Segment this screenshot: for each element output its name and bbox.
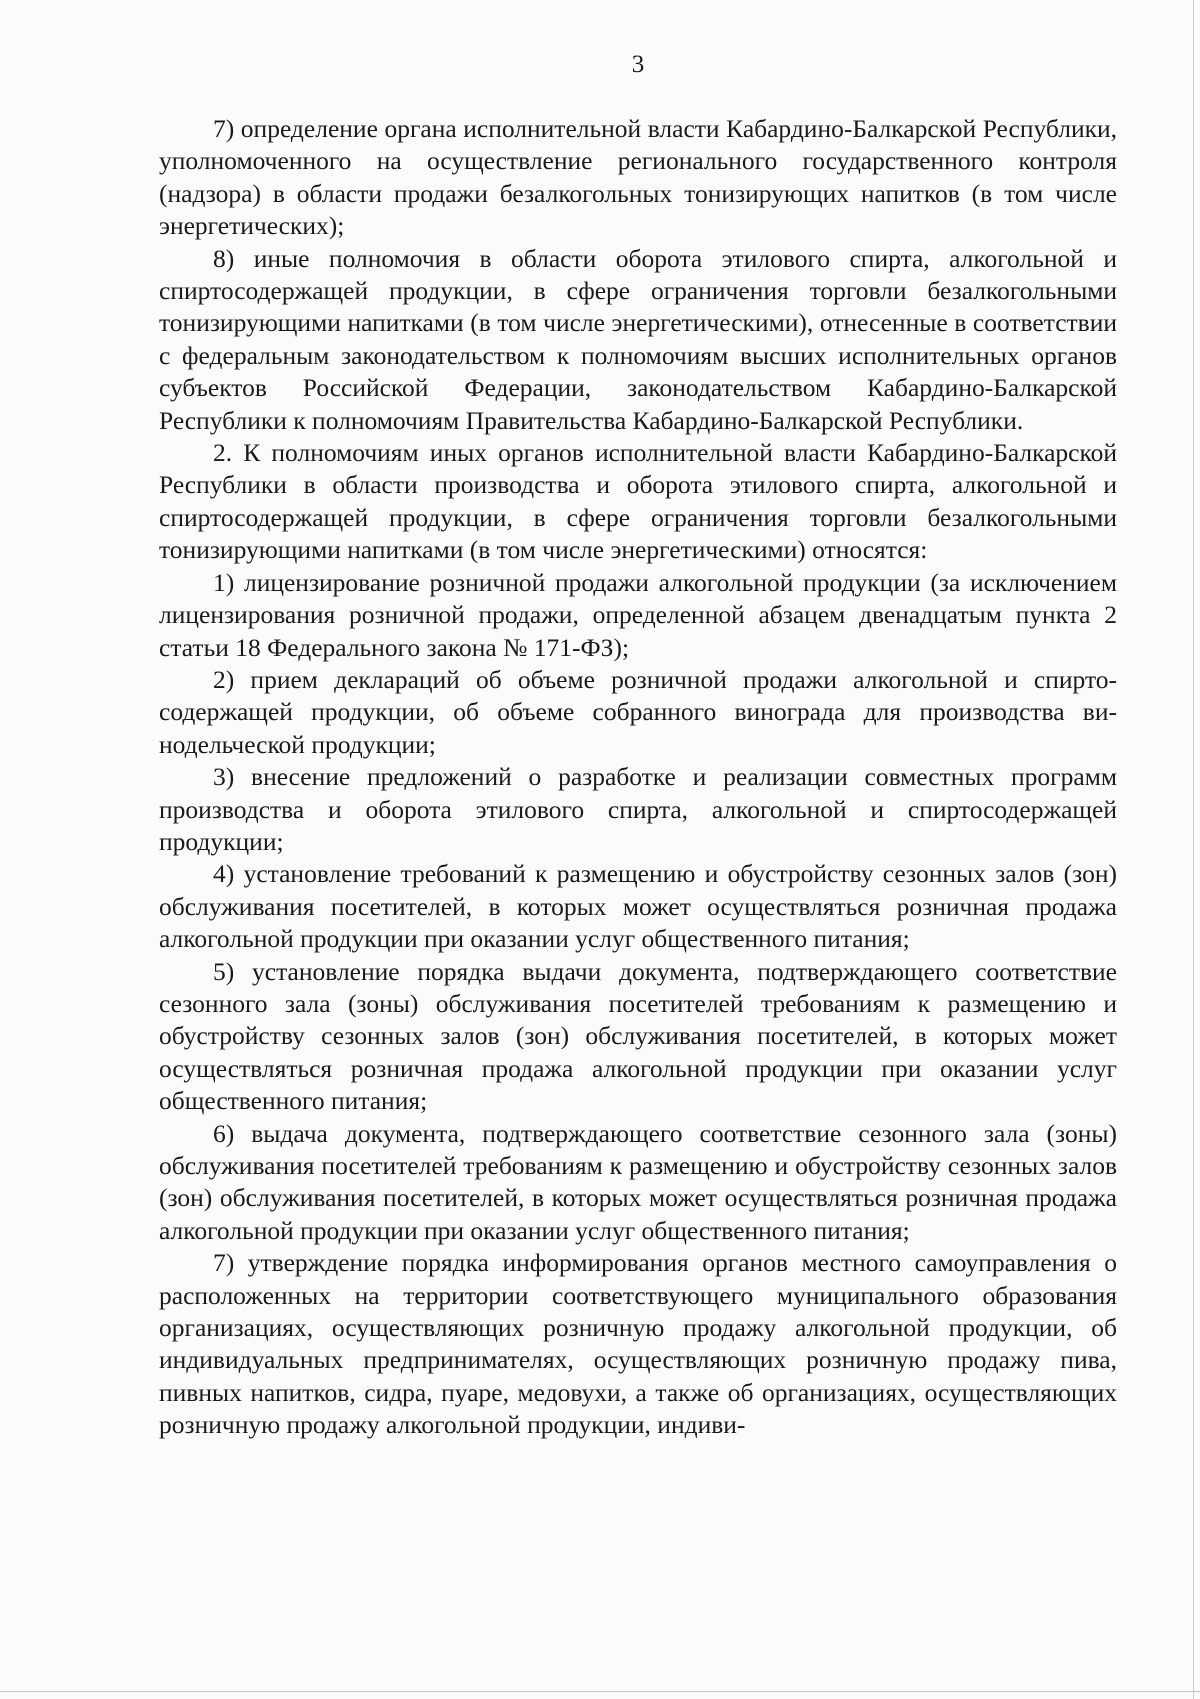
paragraph-item-1-licensing: 1) лицензирование розничной продажи алкогольной продукции (за исключением лицензирования розничной продажи, определенной абзацем двенадцатым пункта 2 статьи 18 Федерального закона № 171-ФЗ); (159, 567, 1117, 662)
page-edge-right (1193, 0, 1194, 1699)
paragraph-item-5-procedure: 5) установление порядка выдачи документа, подтверждающего соответствие сезонного зала (зоны) обслуживания посетителей требованиям к размещению и обустройству сезонных залов (зон) обслуживания посетителей, в которых может осуществляться розничная продажа алкогольной продукции при оказании услуг общественного питания; (159, 956, 1117, 1116)
paragraph-item-2-declarations: 2) прием деклараций об объеме розничной продажи алкогольной и спиртосодержащей продукции, об объеме собранного винограда для производства винодельческой продукции; (159, 664, 1117, 759)
paragraph-item-7-executive-body: 7) определение органа исполнительной власти Кабардино-Балкарской Республики, уполномоченного на осуществление регионального государственного контроля (надзора) в области продажи безалкогольных тонизирующих напитков (в том числе энергетических); (159, 114, 1117, 241)
paragraph-item-7-informing-procedure: 7) утверждение порядка информирования органов местного самоуправления о расположенных на территории соответствующего муниципального образования организациях, осуществляющих розничную продажу алкогольной продукции, об индивидуальных предпринимателях, осуществляющих розничную продажу пива, пивных напитков, сидра, пуаре, медовухи, а также об организациях, осуществляющих розничную продажу алкогольной продукции, индиви- (159, 1248, 1117, 1440)
document-body (159, 113, 1117, 1442)
paragraph-section-2-intro: 2. К полномочиям иных органов исполнительной власти Кабардино-Балкарской Республики в области производства и оборота этилового спирта, алкогольной и спиртосодержащей продукции, в сфере ограничения торговли безалкогольными тонизирующими напитками (в том числе энергетическими) относятся: (159, 438, 1117, 565)
page-edge-bottom (0, 1691, 1200, 1692)
paragraph-item-4-requirements: 4) установление требований к размещению и обустройству сезонных залов (зон) обслуживания посетителей, в которых может осуществляться розничная продажа алкогольной продукции при оказании услуг общественного питания; (159, 859, 1117, 954)
paragraph-item-3-proposals: 3) внесение предложений о разработке и реализации совместных программ производства и оборота этилового спирта, алкогольной и спиртосодержащей продукции; (159, 762, 1117, 856)
paragraph-item-6-document-issuance: 6) выдача документа, подтверждающего соответствие сезонного зала (зоны) обслуживания посетителей требованиям к размещению и обустройству сезонных залов (зон) обслуживания посетителей, в которых может осуществляться розничная продажа алкогольной продукции при оказании услуг общественного питания; (159, 1118, 1117, 1245)
paragraph-item-8-other-powers: 8) иные полномочия в области оборота этилового спирта, алкогольной и спиртосодержащей продукции, в сфере ограничения торговли безалкогольными тонизирующими напитками (в том числе энергетическими), отнесенные в соответствии с федеральным законодательством к полномочиям высших исполнительных органов субъектов Российской Федерации, законодательством Кабардино-Балкарской Республики к полномочиям Правительства Кабардино-Балкарской Республики. (159, 243, 1117, 435)
page-number: 3 (631, 51, 645, 78)
